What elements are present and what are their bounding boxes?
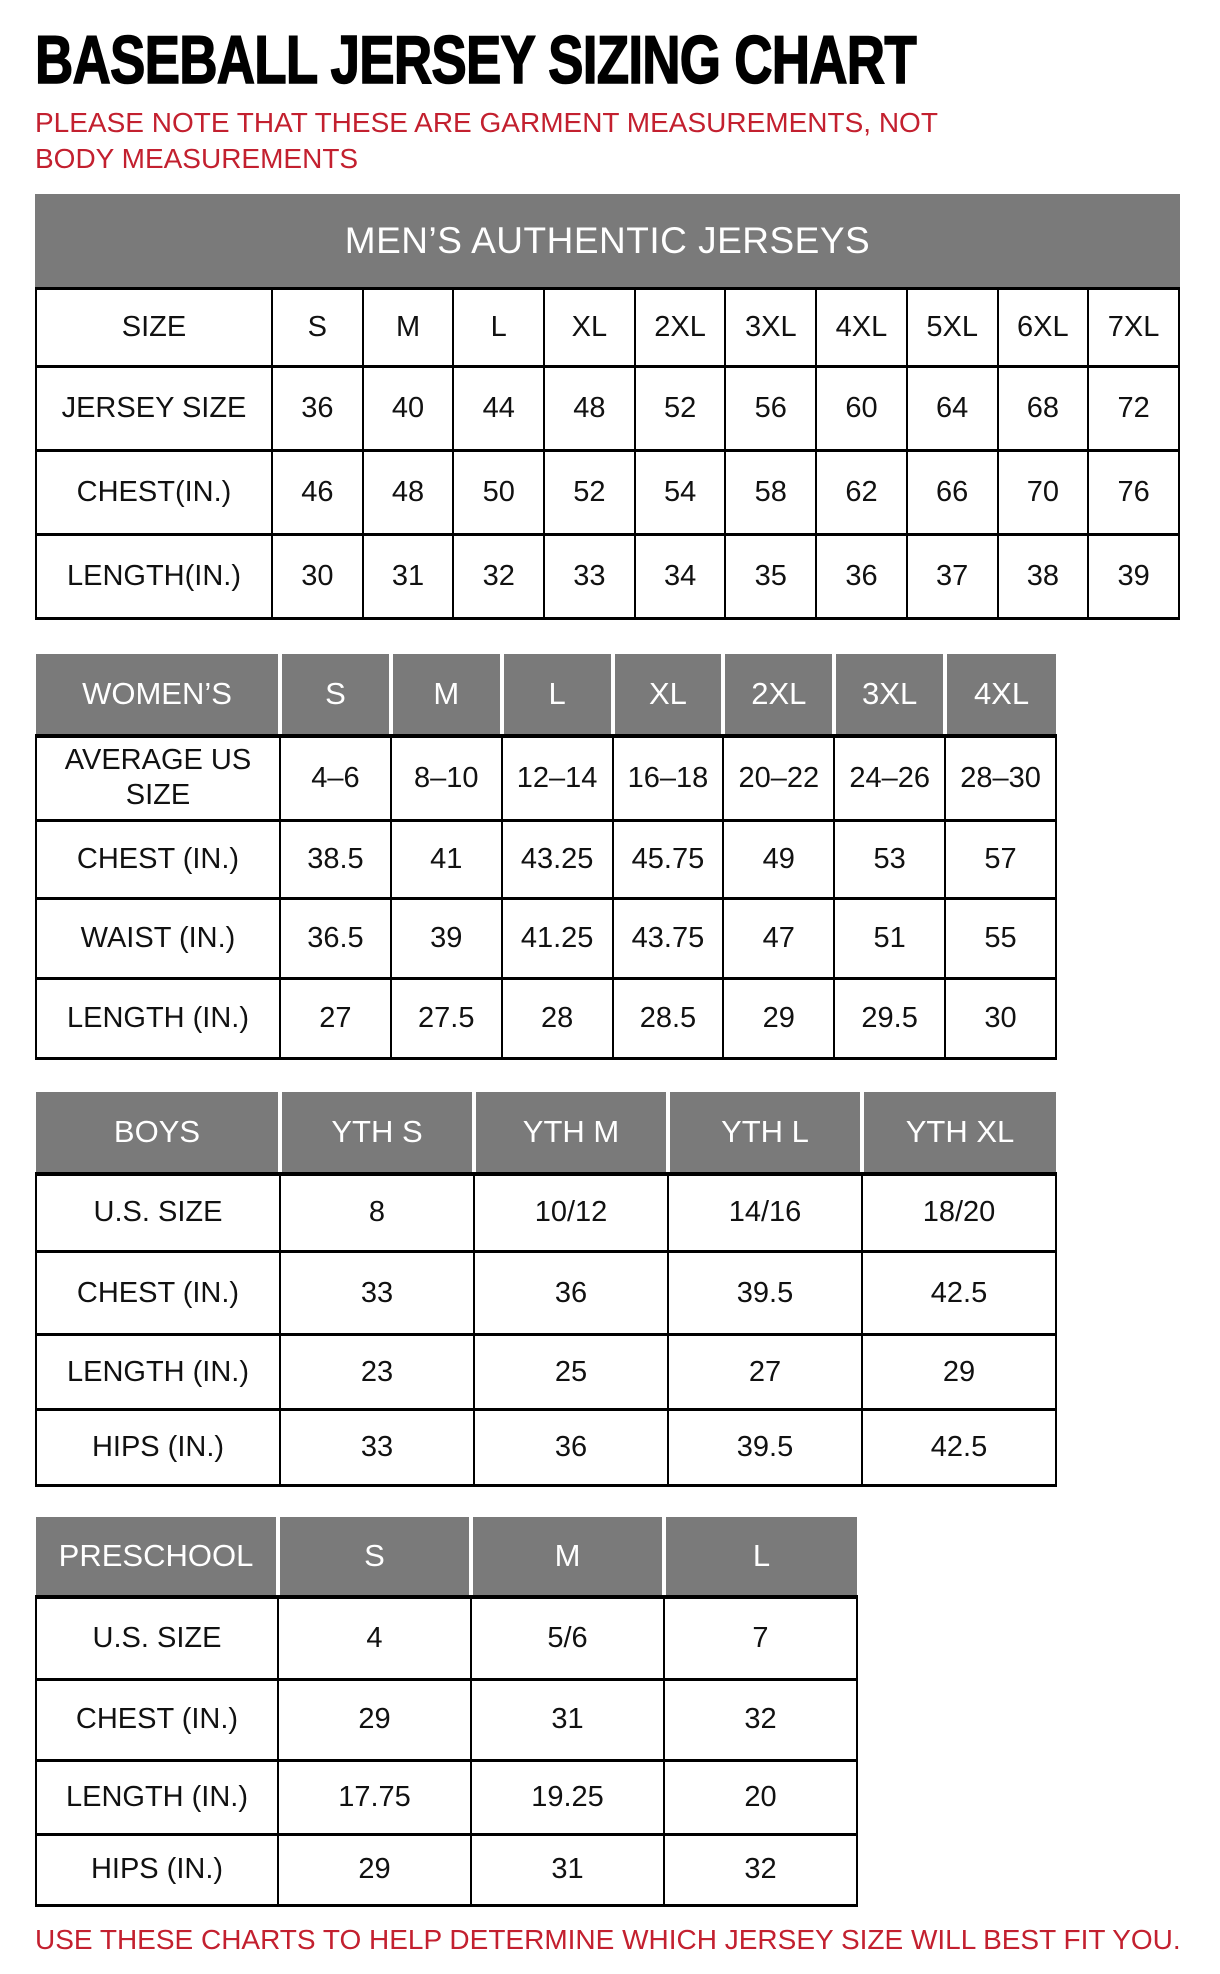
column-header: S (272, 289, 363, 367)
mens-section (35, 194, 1180, 620)
cell: 37 (907, 535, 998, 619)
cell: 58 (725, 451, 816, 535)
cell: 32 (453, 535, 544, 619)
cell: 25 (474, 1335, 668, 1410)
cell: 43.75 (613, 898, 724, 978)
cell: 55 (945, 898, 1056, 978)
column-header: 7XL (1088, 289, 1179, 367)
cell: 41 (391, 820, 502, 898)
cell: 51 (834, 898, 945, 978)
cell: 41.25 (502, 898, 613, 978)
cell: 66 (907, 451, 998, 535)
column-header: M (363, 289, 454, 367)
cell: 31 (471, 1834, 664, 1905)
table-row (36, 1679, 857, 1760)
cell: 48 (363, 451, 454, 535)
column-header: SIZE (36, 289, 272, 367)
cell: 68 (998, 367, 1089, 451)
cell: 17.75 (278, 1760, 471, 1834)
table-title-cell: WOMEN’S (36, 654, 280, 736)
table-row (36, 367, 1179, 451)
cell: 49 (723, 820, 834, 898)
cell: 36 (816, 535, 907, 619)
column-header: 4XL (945, 654, 1056, 736)
row-label: LENGTH (IN.) (36, 1760, 278, 1834)
cell: 52 (635, 367, 726, 451)
cell: 23 (280, 1335, 474, 1410)
column-header: 3XL (725, 289, 816, 367)
cell: 29.5 (834, 978, 945, 1058)
mens-table (35, 287, 1180, 620)
column-header: L (502, 654, 613, 736)
table-row (36, 1834, 857, 1905)
cell: 39 (391, 898, 502, 978)
cell: 35 (725, 535, 816, 619)
cell: 54 (635, 451, 726, 535)
column-header: 2XL (635, 289, 726, 367)
cell: 42.5 (862, 1410, 1056, 1486)
cell: 31 (363, 535, 454, 619)
cell: 8 (280, 1174, 474, 1252)
cell: 33 (280, 1410, 474, 1486)
page-title (35, 22, 1180, 98)
cell: 36 (272, 367, 363, 451)
cell: 27.5 (391, 978, 502, 1058)
cell: 18/20 (862, 1174, 1056, 1252)
cell: 29 (862, 1335, 1056, 1410)
cell: 52 (544, 451, 635, 535)
cell: 24–26 (834, 736, 945, 820)
cell: 30 (945, 978, 1056, 1058)
column-header: YTH L (668, 1092, 862, 1174)
cell: 70 (998, 451, 1089, 535)
cell: 38.5 (280, 820, 391, 898)
cell: 39.5 (668, 1410, 862, 1486)
cell: 38 (998, 535, 1089, 619)
column-header: 5XL (907, 289, 998, 367)
cell: 30 (272, 535, 363, 619)
table-row (36, 1597, 857, 1679)
column-header: M (391, 654, 502, 736)
cell: 33 (280, 1252, 474, 1335)
cell: 43.25 (502, 820, 613, 898)
boys-table (35, 1092, 1057, 1488)
column-header: 6XL (998, 289, 1089, 367)
cell: 42.5 (862, 1252, 1056, 1335)
cell: 50 (453, 451, 544, 535)
table-title-cell: PRESCHOOL (36, 1517, 278, 1597)
cell: 12–14 (502, 736, 613, 820)
cell: 32 (664, 1679, 857, 1760)
cell: 14/16 (668, 1174, 862, 1252)
cell: 28–30 (945, 736, 1056, 820)
row-label: CHEST (IN.) (36, 1252, 280, 1335)
mens-size-header-row (36, 289, 1179, 367)
row-label: LENGTH (IN.) (36, 978, 280, 1058)
column-header: YTH M (474, 1092, 668, 1174)
column-header: YTH S (280, 1092, 474, 1174)
table-row (36, 820, 1056, 898)
row-label: U.S. SIZE (36, 1597, 278, 1679)
column-header: YTH XL (862, 1092, 1056, 1174)
column-header: 3XL (834, 654, 945, 736)
cell: 40 (363, 367, 454, 451)
cell: 32 (664, 1834, 857, 1905)
table-row (36, 1410, 1056, 1486)
garment-note-text: PLEASE NOTE THAT THESE ARE GARMENT MEASUREMENTS, NOT BODY MEASUREMENTS (35, 107, 938, 174)
table-row (36, 535, 1179, 619)
row-label: CHEST (IN.) (36, 820, 280, 898)
row-label: HIPS (IN.) (36, 1834, 278, 1905)
page-title-text: BASEBALL JERSEY SIZING CHART (35, 22, 916, 98)
footer-text: USE THESE CHARTS TO HELP DETERMINE WHICH JERSEY SIZE WILL BEST FIT YOU. (35, 1923, 1181, 1955)
cell: 47 (723, 898, 834, 978)
cell: 62 (816, 451, 907, 535)
cell: 33 (544, 535, 635, 619)
table-row (36, 898, 1056, 978)
cell: 45.75 (613, 820, 724, 898)
column-header: L (664, 1517, 857, 1597)
preschool-table (35, 1517, 858, 1907)
table-row (36, 978, 1056, 1058)
row-label: LENGTH(IN.) (36, 535, 272, 619)
cell: 28 (502, 978, 613, 1058)
row-label: LENGTH (IN.) (36, 1335, 280, 1410)
womens-header-row (36, 654, 1056, 736)
cell: 29 (723, 978, 834, 1058)
cell: 53 (834, 820, 945, 898)
cell: 39.5 (668, 1252, 862, 1335)
column-header: S (278, 1517, 471, 1597)
cell: 28.5 (613, 978, 724, 1058)
cell: 4 (278, 1597, 471, 1679)
table-row (36, 1760, 857, 1834)
row-label: CHEST(IN.) (36, 451, 272, 535)
cell: 64 (907, 367, 998, 451)
row-label: AVERAGE US SIZE (36, 736, 280, 820)
cell: 27 (280, 978, 391, 1058)
table-row (36, 1174, 1056, 1252)
cell: 29 (278, 1834, 471, 1905)
cell: 48 (544, 367, 635, 451)
cell: 46 (272, 451, 363, 535)
cell: 44 (453, 367, 544, 451)
row-label: CHEST (IN.) (36, 1679, 278, 1760)
cell: 34 (635, 535, 726, 619)
column-header: XL (613, 654, 724, 736)
cell: 4–6 (280, 736, 391, 820)
cell: 27 (668, 1335, 862, 1410)
column-header: 4XL (816, 289, 907, 367)
row-label: JERSEY SIZE (36, 367, 272, 451)
table-title-cell: BOYS (36, 1092, 280, 1174)
cell: 16–18 (613, 736, 724, 820)
cell: 29 (278, 1679, 471, 1760)
preschool-header-row (36, 1517, 857, 1597)
cell: 31 (471, 1679, 664, 1760)
cell: 60 (816, 367, 907, 451)
cell: 8–10 (391, 736, 502, 820)
boys-section (35, 1092, 1180, 1488)
row-label: WAIST (IN.) (36, 898, 280, 978)
mens-banner: MEN’S AUTHENTIC JERSEYS (35, 194, 1180, 287)
womens-table (35, 654, 1057, 1060)
table-row (36, 1252, 1056, 1335)
table-row (36, 736, 1056, 820)
boys-header-row (36, 1092, 1056, 1174)
cell: 76 (1088, 451, 1179, 535)
cell: 36.5 (280, 898, 391, 978)
preschool-section (35, 1517, 1180, 1907)
column-header: 2XL (723, 654, 834, 736)
cell: 10/12 (474, 1174, 668, 1252)
row-label: U.S. SIZE (36, 1174, 280, 1252)
cell: 56 (725, 367, 816, 451)
column-header: M (471, 1517, 664, 1597)
cell: 20–22 (723, 736, 834, 820)
table-row (36, 451, 1179, 535)
womens-section (35, 654, 1180, 1060)
cell: 36 (474, 1252, 668, 1335)
column-header: S (280, 654, 391, 736)
cell: 20 (664, 1760, 857, 1834)
cell: 7 (664, 1597, 857, 1679)
table-row (36, 1335, 1056, 1410)
row-label: HIPS (IN.) (36, 1410, 280, 1486)
cell: 5/6 (471, 1597, 664, 1679)
column-header: L (453, 289, 544, 367)
cell: 19.25 (471, 1760, 664, 1834)
column-header: XL (544, 289, 635, 367)
cell: 39 (1088, 535, 1179, 619)
cell: 36 (474, 1410, 668, 1486)
cell: 57 (945, 820, 1056, 898)
cell: 72 (1088, 367, 1179, 451)
